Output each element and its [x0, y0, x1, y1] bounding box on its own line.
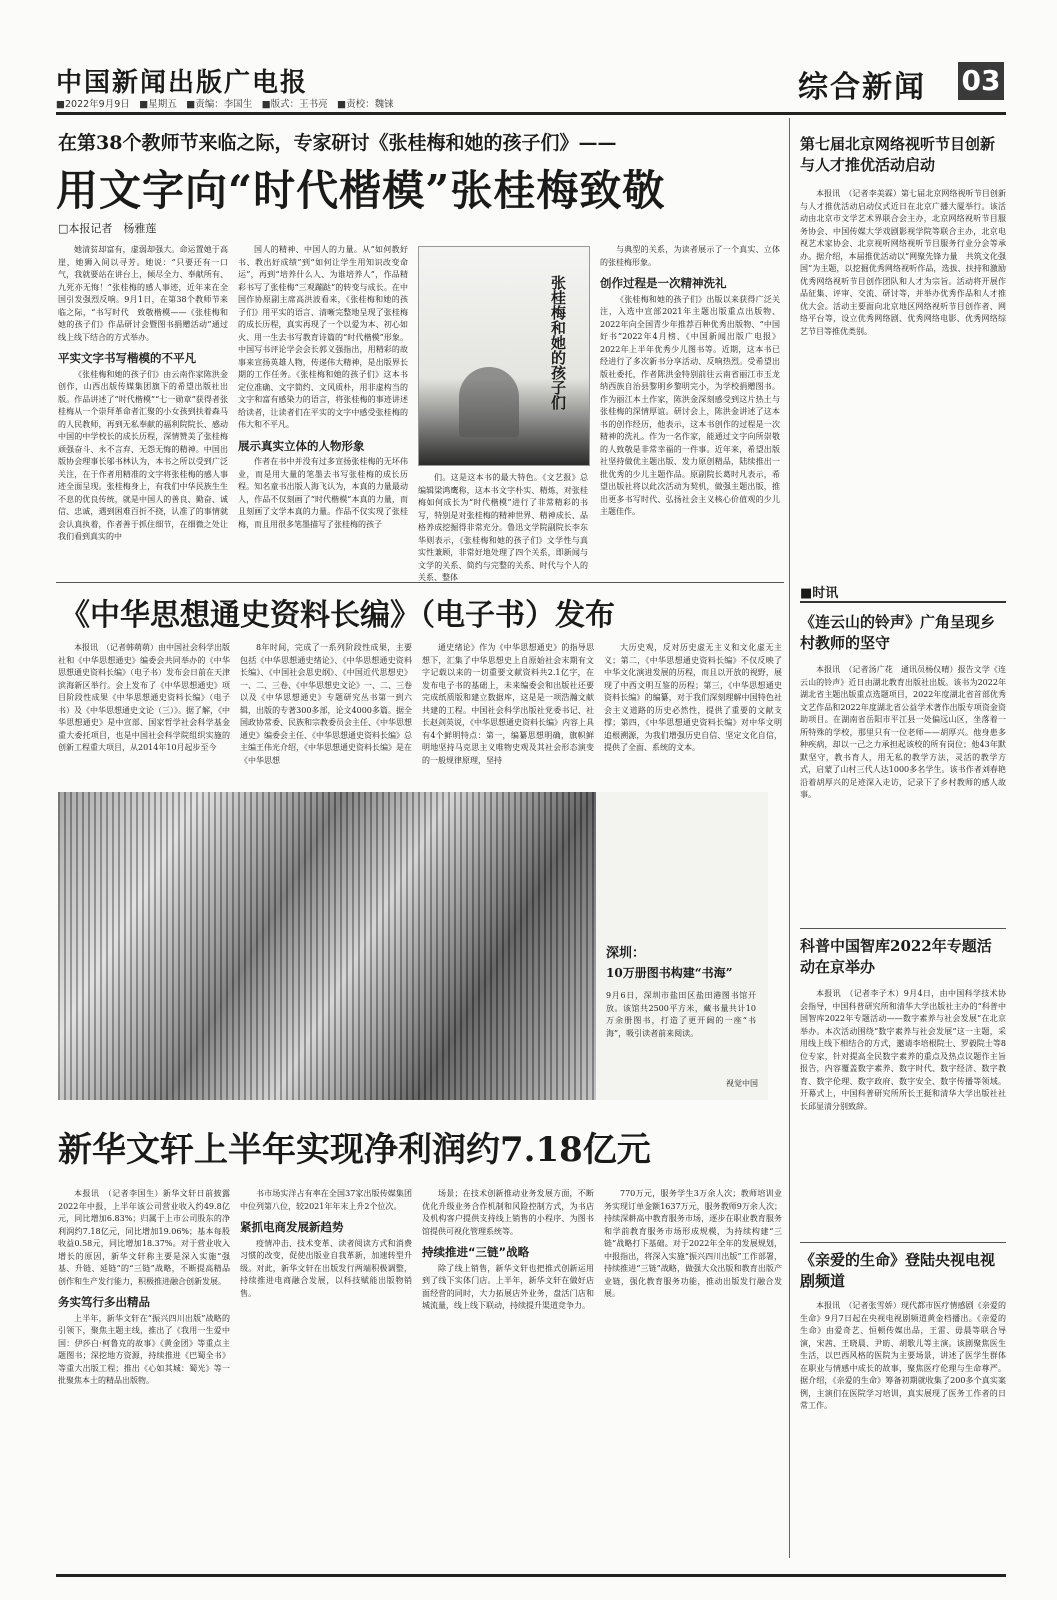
lead-kicker: 在第38个教师节来临之际，专家研讨《张桂梅和她的孩子们》——: [58, 132, 617, 154]
section-title: 综合新闻: [798, 70, 926, 105]
second-paragraph: 本报讯 （记者韩萌萌）由中国社会科学出版社和《中华思想通史》编委会共同举办的《中华思想通史资料长编》（电子书）发布会日前在天津滨海新区举行。会上发布了《中华思想通史》项目阶段性成果《中华思想通史资料长编》（电子书）及《中华思想通史文论（三）》。据了解，《中华思想通史》是中宣部、国家哲学社会科学基金重大委托项目，也是中国社会科学院组织实施的创新工程重大项目，从2014年10月起步至今: [58, 643, 230, 752]
lead-column-3: [418, 472, 588, 582]
second-paragraph: 8年时间，完成了一系列阶段性成果，主要包括《中华思想通史绪论》、《中华思想通史资料长编》、《中国社会思史纲》、《中国近代思想史》一、二、三卷、《中华思想史文论》一、二、三卷以及《中华思想通史》专题研究丛书第一到六辑，出版的专著300多部，论文4000多篇。据全国政协常委、民族和宗教委员会主任、《中华思想通史》编委会主任、《中华思想通史资料长编》总主编王伟光介绍，《中华思想通史资料长编》是在《中华思想: [240, 643, 412, 765]
bookshelf-pattern: [58, 792, 596, 1100]
sidebar-story3-title: 科普中国智库2022年专题活动在京举办: [800, 937, 992, 976]
second-column-1: [58, 642, 230, 782]
lead-paragraph: 国人的精神、中国人的力量。从“如何教好书、教出好成绩”到“如何让学生用知识改变命运”，再到“培养什么人、为谁培养人”，作品精彩书写了张桂梅“三观蹦跶”的转变与成长。在中国作协原副主席高洪波看来，《张桂梅和她的孩子们》用平实的语言、清晰完整地呈现了张桂梅的成长历程，真实再现了一个以爱为本、初心如火、用一生去书写教育诗篇的“时代楷模”形象。中国写书评论学会会长郭义强指出，用精彩的故事来宣扬英雄人物，传递伟大精神，是出版界长期的工作任务。《张桂梅和她的孩子们》这本书定位准确、文字简约、文风质朴，用非虚构当的文字和富有感染力的语言，将张桂梅的事迹讲述给读者，让读者们在平实的文字中感受张桂梅的伟大和不平凡。: [238, 245, 408, 429]
sidebar-story4-title: 《亲爱的生命》登陆央视电视剧频道: [800, 1251, 996, 1290]
third-paragraph: 770万元，服务学生3万余人次；教师培训业务实现订单金额1637万元，服务教师9万余人次；持续深耕高中教育服务市场，逐步在职业教育服务和学前教育服务市场形成规模，为持续构建“三链”战略打下基础。对于2022年全年的发展规划，中报指出，将深入实施“振兴四川出版”工作部署，持续推进“三链”战略，做强大众出版和教育出版产业链，强化教育服务功能，推动出版发行融合发展。: [604, 1189, 782, 1298]
second-paragraph: 大历史观，反对历史虚无主义和文化虚无主义；第二，《中华思想通史资料长编》不仅反映了中华文化演进发展的历程，而且以开放的视野，展现了中西文明互鉴的历程；第三，《中华思想通史资料长编》的编纂，对于我们深刻理解中国特色社会主义道路的历史必然性，提供了重要的文献支撑；第四，《中华思想通史资料长编》对中华文明追根溯源，为我们增强历史自信、坚定文化自信，提供了全面、系统的文本。: [604, 643, 782, 752]
sidebar-story1-text: [800, 188, 1006, 558]
lead-paragraph: 作者在书中并没有过多宣扬张桂梅的无坏伟业，而是用大量的笔墨去书写张桂梅的成长历程。知名童书出版人海飞认为，本真的力量最动人，作品不仅刻画了“时代楷模”本真的力量，而且刻画了文学本真的力量。作品不仅实现了张桂梅，而且用很多笔墨描写了张桂梅的孩子: [238, 457, 408, 529]
third-column-4: [604, 1188, 782, 1563]
third-paragraph: 书市场实洋占有率在全国37家出版传媒集团中位列第八位，较2021年年末上升2个位次。: [240, 1189, 412, 1211]
second-column-4: [604, 642, 782, 782]
news-label: ■时讯: [800, 582, 1006, 603]
third-subhead-1: 务实笃行多出精品: [58, 1295, 150, 1309]
lead-column-2: [238, 244, 408, 574]
third-subhead-3: 持续推进“三链”战略: [422, 1245, 530, 1259]
lead-subhead-2: 展示真实立体的人物形象: [238, 438, 365, 453]
lead-paragraph: 《张桂梅和她的孩子们》出版以来获得广泛关注，入选中宣部2021年主题出版重点出版物、2022年向全国青少年推荐百种优秀出版物、“中国好书”2022年4月榜、《中国新闻出版广电报》2022年上半年优秀少儿图书等。近期，这本书已经进行了多次新书分享活动、反响热烈。受希望出版社委托，作者陈洪金特别前往云南省丽江市玉龙纳西族自治县黎明乡黎明完小，为学校捐赠图书。作为丽江本土作家，陈洪金深刻感受到这片热土与张桂梅的深情厚谊。研讨会上，陈洪金讲述了这本书的创作经历，他表示，这本书创作的过程是一次精神的洗礼。作为一名作家，能通过文字向所崇敬的人致敬是非常幸福的一件事。近年来，希望出版社坚持做优主题出版、发力原创精品，陆续推出一批优秀的少儿主题作品。原副院长葛时凡表示，希望出版社将以此次活动为契机，做强主题出版，推出更多书写时代、弘扬社会主义核心价值观的少儿主题佳作。: [600, 294, 780, 516]
caption-text: 9月6日，深圳市盐田区盐田港图书馆开放。该馆共2500平方米，藏书量共计10万余册图书，打造了更开阔的一座“书海”，吸引读者前来阅读。: [606, 991, 756, 1038]
lead-paragraph: 《张桂梅和她的孩子们》由云南作家陈洪金创作，山西出版传媒集团旗下的希望出版社出版。作品讲述了“时代楷模”“七一勋章”获得者张桂梅从一个崇拜革命者汇聚的小女孩到扶着森马的人民教师，再到无私奉献的福利院院长、感动中国的中学校长的成长历程，深情赞美了张桂梅顽强奋斗、永不言弃、无怨无悔的精神。中国出版协会理事长邬书林认为，本书之所以受到广泛关注，在于作者用精准的文字将张桂梅的感人事迹全面呈现。张桂梅身上，有我们中华民族生生不息的优良传统，就是中国人的善良、勤奋、诚信、忠诚，遇到困难百折不挠，认准了的事情就会认真执着，作者善于抓住细节，在细微之处让我们看到真实的中: [58, 369, 228, 541]
photo-credit: 视觉中国: [726, 1079, 758, 1088]
caption-place: 深圳：: [606, 946, 646, 961]
page-number: 03: [958, 62, 1004, 100]
book-cover-image: [418, 246, 590, 466]
lead-paragraph: 与典型的关系，为读者展示了一个真实、立体的张桂梅形象。: [600, 245, 780, 267]
sidebar-paragraph: 本报讯 （记者李子木）9月4日，由中国科学技术协会指导，中国科普研究所和清华大学出版社主办的“科普中国智库2022年专题活动——数字素养与社会发展”在北京举办。本次活动围绕“数字素养与社会发展”这一主题，采用线上线下相结合的方式，邀请李培根院士、罗毅院士等8位专家，针对提高全民数字素养的重点及热点议题作主旨报告，内容覆盖数字素养、数字时代、数字经济、数字教育、数字伦理、数字政府、数字安全、数字传播等领域。开幕式上，中国科普研究所所长王挺和清华大学出版社社长邱显清分别致辞。: [800, 989, 1006, 1111]
second-column-3: [422, 642, 594, 782]
lead-column-4: [600, 244, 780, 574]
sidebar-divider: [800, 1242, 1006, 1243]
lead-subhead-1: 平实文字书写楷模的不平凡: [58, 351, 196, 365]
lead-byline: □本报记者 杨雅莲: [58, 222, 157, 235]
third-paragraph: 除了线上销售，新华文轩也把推式创新运用到了线下实体门店。上半年，新华文轩在做好店面经营的同时，大力拓展店外业务，盘活门店和城流量，线上线下联动，持续提升渠道竞争力。: [422, 1263, 594, 1310]
book-cover-title: 张桂梅和她的孩子们: [549, 275, 567, 410]
figure-silhouette: [459, 367, 519, 437]
column-divider: [789, 118, 790, 1558]
second-paragraph: 通史绪论》作为《中华思想通史》的指导思想下，汇集了中华思想史上自原始社会末期有文字记载以来的一切重要文献资料共2.1亿字，在发布电子书的基础上，未来编委会和出版社还要完成纸质版和建立数据库，这是是一项浩瀚文献共建的工程。中国社会科学出版社党委书记、社长赵剑英说，《中华思想通史资料长编》内容上具有4个鲜明特点：第一，编纂思想明确，旗帜鲜明地坚持马克思主义唯物史观及其社会形态演变的一般规律原理，坚持: [422, 643, 594, 765]
third-subhead-2: 紧抓电商发展新趋势: [240, 1220, 344, 1234]
sidebar-story3-text: [800, 988, 1006, 1234]
third-headline: 新华文轩上半年实现净利润约7.18亿元: [58, 1130, 651, 1170]
third-paragraph: 场景；在技术创新推动业务发展方面，不断优化升级业务合作机制和风险控制方式，为书店及机构客户提供支持线上销售的小程序、为图书馆提供可视化管理系统等。: [422, 1189, 594, 1236]
second-column-2: [240, 642, 412, 782]
footer-rule: [56, 1574, 1006, 1577]
lead-paragraph: 她清贫却富有，虚弱却强大。命运置她于高崖，她狮入间以寻芳。她说：“只要还有一口气，我就要站在讲台上，倾尽全力、奉献所有、九死亦无悔！”张桂梅的感人事迹，近年来在全国引发强烈反响。9月1日，在第38个教师节来临之际，“书写时代 致敬楷模——《张桂梅和她的孩子们》作品研讨会暨图书捐赠活动”通过线上线下结合的方式举办。: [58, 245, 228, 342]
section-divider: [56, 582, 784, 583]
issue-meta: ■2022年9月9日 ■星期五 ■责编：李国生 ■版式：王书亮 ■责校：魏铼: [56, 99, 394, 110]
sidebar-divider: [800, 928, 1006, 929]
lead-subhead-3: 创作过程是一次精神洗礼: [600, 276, 727, 290]
third-column-2: [240, 1188, 412, 1563]
third-column-1: [58, 1188, 230, 1563]
lead-column-1: [58, 244, 228, 574]
third-paragraph: 上半年，新华文轩在“振兴四川出版”战略的引领下，聚焦主题主线，推出了《我用一生爱中国：伊莎白·柯鲁克的故事》《黄金团》等重点主题图书；深挖地方资源，持续推进《巴蜀全书》等重大出版工程；推出《心如其城：蜀光》等一批聚焦本土的精品出版物。: [58, 1313, 230, 1385]
third-paragraph: 本报讯 （记者李国生）新华文轩日前披露2022年中报，上半年该公司营业收入约49.8亿元，同比增加6.83%；归属于上市公司股东的净利润约7.18亿元，同比增加19.06%；基本每股收益0.58元，同比增加18.37%。对于营业收入增长的原因，新华文轩称主要是深入实施“强基、升链、延链”的“三链”战略，不断提高精品创作和生产发行能力，积极推进融合创新发展。: [58, 1189, 230, 1286]
photo-caption-box: [596, 792, 768, 1100]
second-headline: 《中华思想通史资料长编》（电子书）发布: [60, 598, 615, 633]
sidebar-story2-title: 《连云山的铃声》广角呈现乡村教师的坚守: [800, 613, 996, 652]
caption-title: 10万册图书构建“书海”: [606, 966, 733, 980]
sidebar-story2-text: [800, 664, 1006, 919]
sidebar-paragraph: 本报讯 （记者李美霖）第七届北京网络视听节目创新与人才推优活动启动仪式近日在北京广播大厦举行。该活动由北京市文学艺术界联合会主办，北京网络视听节目服务协会、中国传媒大学戏剧影视学院等联合主办，北京电视艺术家协会、北京视听网络视听节目服务行业分会等承办。据介绍，本届推优活动以“网聚先锋力量 共筑文化强国”为主题，以挖掘优秀网络视听作品，选拔、扶持和激励优秀网络视听节目创作团队和人才为宗旨。活动将开展作品征集、评审、交流、研讨等，并举办优秀作品和人才推优大会。活动主要面向北京地区网络视听节目创作者、网络平台等，设立优秀网络剧、优秀网络电影、优秀网络综艺节目等推优类别。: [800, 189, 1006, 336]
bookstore-photo: [58, 792, 596, 1100]
third-paragraph: 疫情冲击、技术变革、读者阅读方式和消费习惯的改变，促使出版业自我革新，加速转型升级。对此，新华文轩在出版发行两端积极调整，持续推进电商融合发展，以科技赋能出版物销售。: [240, 1238, 412, 1298]
sidebar-paragraph: 本报讯 （记者张雪娇）现代都市医疗情感剧《亲爱的生命》9月7日起在央视电视剧频道黄金档播出。《亲爱的生命》由爱奇艺、恒顿传媒出品，王雷、毋晨等联合导演，宋茜、王晓晨、尹昉、胡歌儿等主演。该剧聚焦医生生活，以巴西风格的医院为主要场景，讲述了医学生群体在职业与情感中成长的故事，聚焦医疗伦理与生命尊严。据介绍，《亲爱的生命》筹备初期就收集了200多个真实案例，主演们在医院学习培训，真实展现了医务工作者的日常工作。: [800, 1301, 1006, 1410]
sidebar-paragraph: 本报讯 （记者汤广花 通讯员杨仪晴）报告文学《连云山的铃声》近日由湖北教育出版社出版。该书为2022年湖北省主题出版重点选题项目，2022年度湖北省首部优秀文艺作品和2022年度湖北省公益学术著作出版专项资金资助项目。在湖南省岳阳市平江县一处偏远山区，坐落着一所特殊的学校，那里只有一位老师——胡厚兴。他身患多种疾病，却以一己之力承担起该校的所有岗位；他43年默默坚守，教书育人，用无私的教学方法，灵活的教学方式，启蒙了山村三代人达1000多名学生。该书作者刘春艳沿着胡厚兴的足迹深入走访，记录下了乡村教师的感人故事。: [800, 665, 1006, 799]
masthead-title: 中国新闻出版广电报: [56, 68, 309, 98]
sidebar-story4-text: [800, 1300, 1006, 1562]
third-column-3: [422, 1188, 594, 1563]
lead-headline: 用文字向“时代楷模”张桂梅致敬: [56, 166, 666, 215]
sidebar-story1-title: 第七届北京网络视听节目创新与人才推优活动启动: [800, 135, 996, 174]
lead-paragraph: 们。这是这本书的最大特色。《文艺报》总编辑梁鸿鹰称，这本书文字朴实、精炼，对张桂梅如何成长为“时代楷模”进行了非常精彩的书写，特别是对张桂梅的精神世界、精神成长、品格养成挖掘得非常充分。鲁迅文学院副院长李东华则表示，《张桂梅和她的孩子们》文学性与真实性兼顾，非常好地处理了四个关系，即新闻与文学的关系、简约与完整的关系、时代与个人的关系、整体: [418, 473, 588, 582]
masthead-rule: [56, 112, 1006, 115]
